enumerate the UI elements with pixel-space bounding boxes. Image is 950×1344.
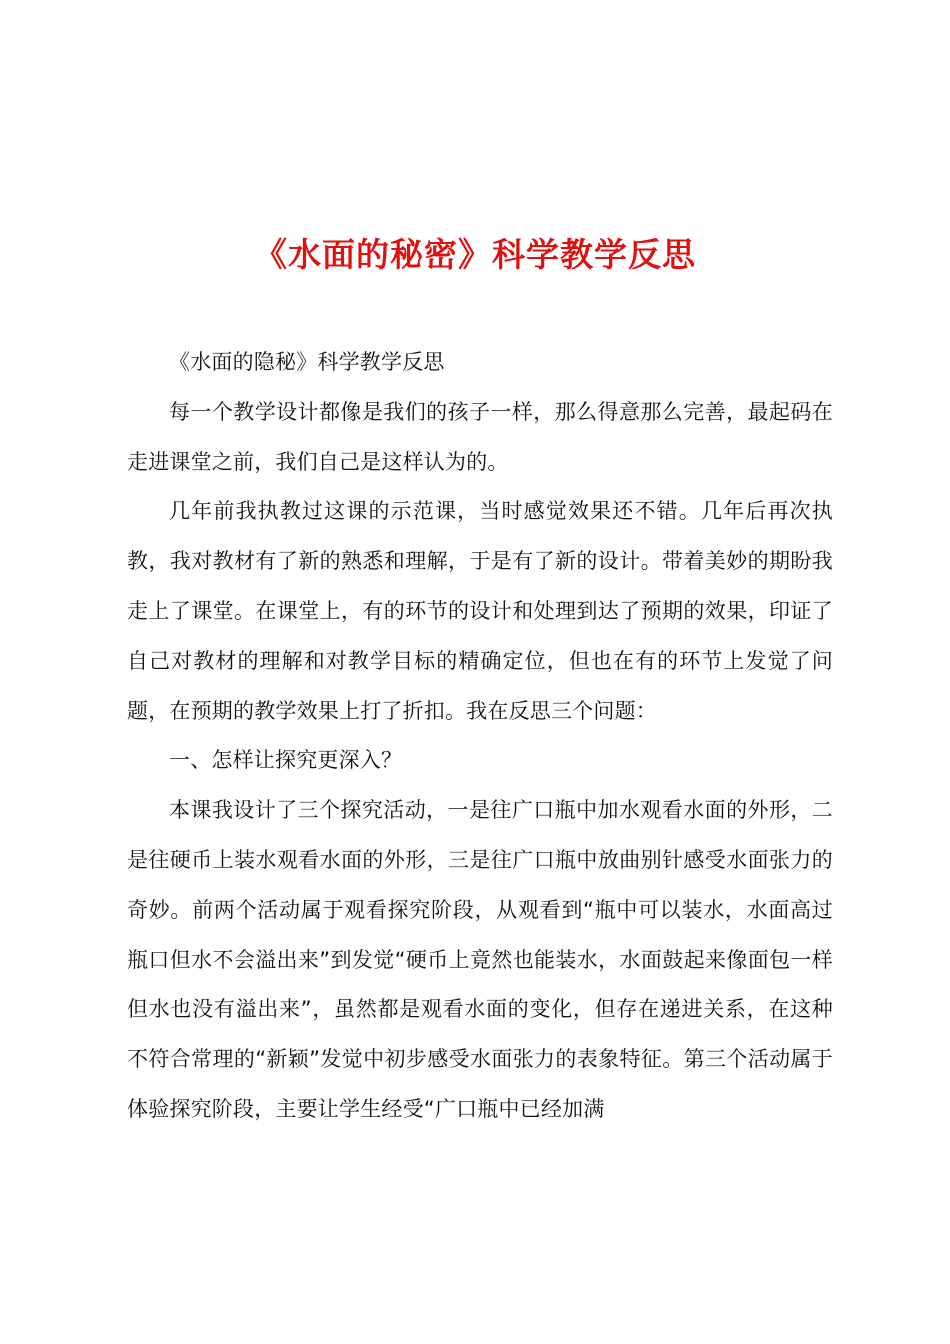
paragraph-activities: 本课我设计了三个探究活动，一是往广口瓶中加水观看水面的外形，二是往硬币上装水观看水面的外形，三是往广口瓶中放曲别针感受水面张力的奇妙。前两个活动属于观看探究阶段，从观看到“瓶中可以装水，水面高过瓶口但水不会溢出来”到发觉“硬币上竟然也能装水，水面鼓起来像面包一样但水也没有溢出来”，虽然都是观看水面的变化，但存在递进关系，在这种不符合常理的“新颖”发觉中初步感受水面张力的表象特征。第三个活动属于体验探究阶段，主要让学生经受“广口瓶中已经加满: [127, 798, 833, 1121]
document-title: 《水面的秘密》科学教学反思: [254, 235, 696, 275]
paragraph-subtitle: 《水面的隐秘》科学教学反思: [169, 350, 445, 374]
document-body: [127, 338, 833, 1135]
paragraph-intro: 每一个教学设计都像是我们的孩子一样，那么得意那么完善，最起码在走进课堂之前，我们自己是这样认为的。: [127, 399, 833, 474]
section-heading-1: 一、怎样让探究更深入？: [169, 748, 403, 773]
paragraph-background: 几年前我执教过这课的示范课，当时感觉效果还不错。几年后再次执教，我对教材有了新的熟悉和理解，于是有了新的设计。带着美妙的期盼我走上了课堂。在课堂上，有的环节的设计和处理到达了预期的效果，印证了自己对教材的理解和对教学目标的精确定位，但也在有的环节上发觉了问题，在预期的教学效果上打了折扣。我在反思三个问题：: [127, 499, 833, 723]
